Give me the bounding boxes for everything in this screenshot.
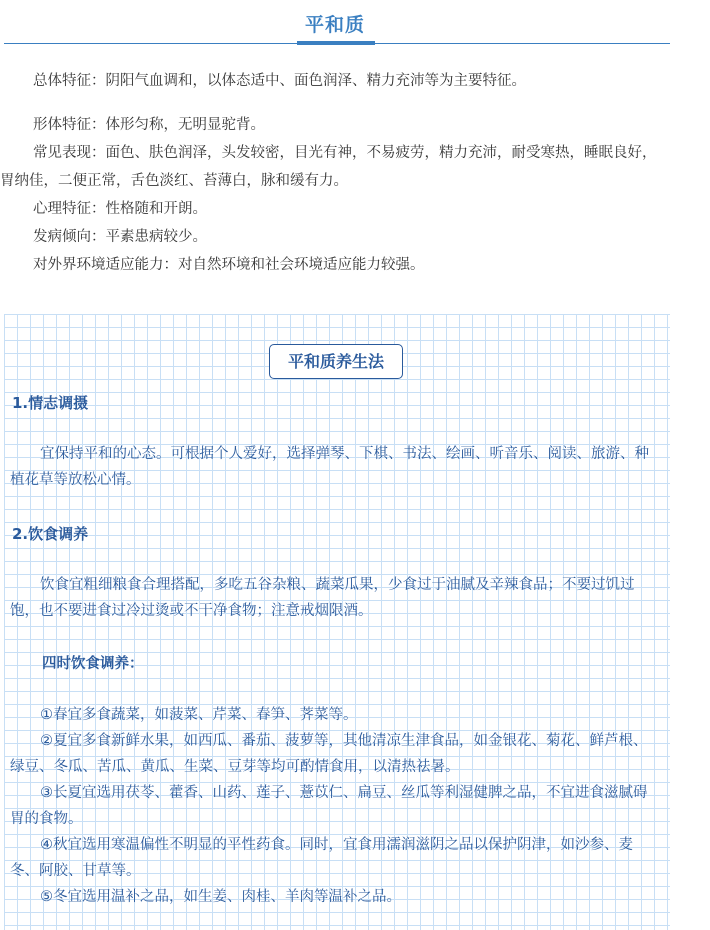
header [0,0,670,48]
overall-feature: 总体特征：阴阳气血调和，以体态适中、面色润泽、精力充沛等为主要特征。 [33,73,526,89]
season-winter: ⑤冬宜选用温补之品，如生姜、肉桂、羊肉等温补之品。 [40,889,401,905]
season-spring: ①春宜多食蔬菜，如菠菜、芹菜、春笋、荠菜等。 [40,707,358,723]
page-title: 平和质 [304,14,365,36]
diet-heading: 2.饮食调养 [12,525,89,543]
diet-text-block [10,572,660,624]
title-underline-accent [297,41,375,45]
intro-section [0,67,670,279]
season-autumn: ④秋宜选用寒温偏性不明显的平性药食。同时，宜食用濡润滋阴之品以保护阴津，如沙参、麦冬、阿胶、甘草等。 [10,837,633,879]
emotion-text-block [10,441,660,493]
seasons-heading: 四时饮食调养： [42,656,144,672]
disease-tendency: 发病倾向：平素患病较少。 [33,229,207,245]
emotion-heading: 1.情志调摄 [12,394,89,412]
season-summer: ②夏宜多食新鲜水果，如西瓜、番茄、菠萝等，其他清凉生津食品，如金银花、菊花、鲜芦根、绿豆、冬瓜、苦瓜、黄瓜、生菜、豆芽等均可酌情食用，以清热祛暑。 [10,733,648,775]
season-late-summer: ③长夏宜选用茯苓、藿香、山药、莲子、薏苡仁、扁豆、丝瓜等利湿健脾之品，不宜进食滋腻碍胃的食物。 [10,785,648,827]
adaptability: 对外界环境适应能力：对自然环境和社会环境适应能力较强。 [33,257,425,273]
diet-text: 饮食宜粗细粮食合理搭配，多吃五谷杂粮、蔬菜瓜果，少食过于油腻及辛辣食品；不要过饥过饱，也不要进食过冷过烫或不干净食物；注意戒烟限酒。 [10,577,635,619]
common-symptoms: 常见表现：面色、肤色润泽，头发较密，目光有神，不易疲劳，精力充沛，耐受寒热，睡眠良好，胃纳佳，二便正常，舌色淡红、苔薄白，脉和缓有力。 [0,145,657,189]
psych-feature: 心理特征：性格随和开朗。 [33,201,207,217]
shape-feature: 形体特征：体形匀称，无明显驼背。 [33,117,265,133]
emotion-text: 宜保持平和的心态。可根据个人爱好，选择弹琴、下棋、书法、绘画、听音乐、阅读、旅游、种植花草等放松心情。 [10,446,649,488]
regimen-title: 平和质养生法 [269,344,403,379]
seasons-list [10,702,660,910]
